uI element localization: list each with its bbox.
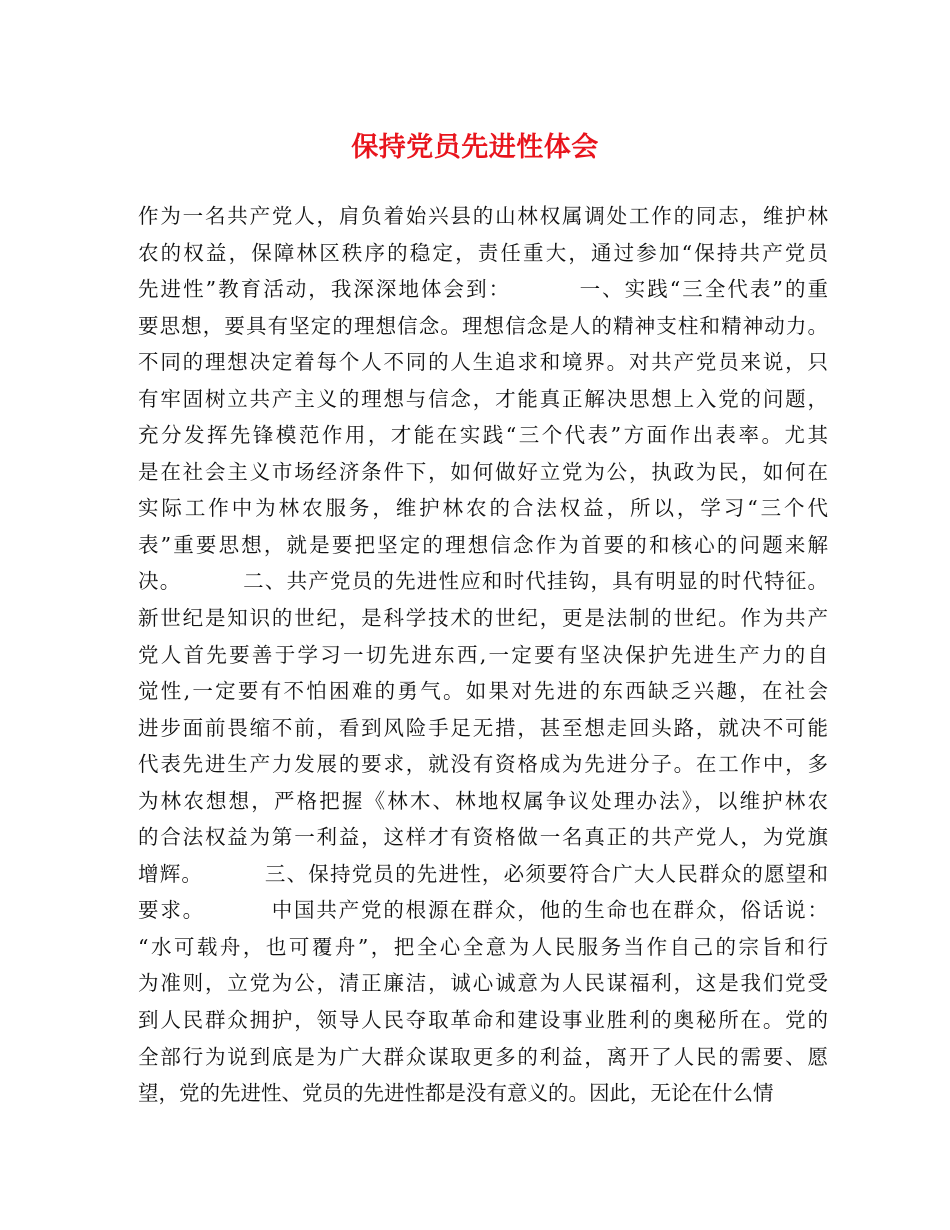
body-line: 先进性”教育活动，我深深地体会到： 一、实践“三全代表”的重	[138, 277, 828, 302]
body-line: 党人首先要善于学习一切先进东西,一定要有坚决保护先进生产力的自	[138, 642, 828, 667]
body-line: 的合法权益为第一利益，这样才有资格做一名真正的共产党人，为党旗	[138, 825, 828, 850]
body-line: 觉性,一定要有不怕困难的勇气。如果对先进的东西缺乏兴趣，在社会	[138, 679, 828, 704]
body-line: 是在社会主义市场经济条件下，如何做好立党为公，执政为民，如何在	[138, 459, 828, 484]
body-line: 要思想，要具有坚定的理想信念。理想信念是人的精神支柱和精神动力。	[138, 313, 828, 338]
body-line: 作为一名共产党人，肩负着始兴县的山林权属调处工作的同志，维护林	[138, 204, 828, 228]
document-body	[138, 198, 828, 1112]
body-line: 充分发挥先锋模范作用，才能在实践“三个代表”方面作出表率。尤其	[138, 423, 828, 448]
body-line: 望，党的先进性、党员的先进性都是没有意义的。因此，无论在什么情	[138, 1081, 774, 1106]
body-line: 不同的理想决定着每个人不同的人生追求和境界。对共产党员来说，只	[138, 350, 828, 375]
body-line: 决。 二、共产党员的先进性应和时代挂钩，具有明显的时代特征。	[138, 569, 828, 594]
body-line: 实际工作中为林农服务，维护林农的合法权益，所以，学习“三个代	[138, 496, 828, 521]
body-line: “水可载舟，也可覆舟”，把全心全意为人民服务当作自己的宗旨和行	[138, 934, 828, 959]
body-line: 全部行为说到底是为广大群众谋取更多的利益，离开了人民的需要、愿	[138, 1044, 828, 1069]
body-line: 农的权益，保障林区秩序的稳定，责任重大，通过参加“保持共产党员	[138, 240, 828, 265]
body-line: 有牢固树立共产主义的理想与信念，才能真正解决思想上入党的问题，	[138, 386, 828, 411]
body-line: 为准则，立党为公，清正廉洁，诚心诚意为人民谋福利，这是我们党受	[138, 971, 828, 996]
body-line: 增辉。 三、保持党员的先进性，必须要符合广大人民群众的愿望和	[138, 861, 828, 886]
body-line: 为林农想想，严格把握《林木、林地权属争议处理办法》，以维护林农	[138, 788, 828, 813]
body-line: 新世纪是知识的世纪，是科学技术的世纪，更是法制的世纪。作为共产	[138, 606, 828, 631]
document-title: 保持党员先进性体会	[351, 132, 599, 163]
body-line: 进步面前畏缩不前，看到风险手足无措，甚至想走回头路，就决不可能	[138, 715, 828, 740]
body-line: 到人民群众拥护，领导人民夺取革命和建设事业胜利的奥秘所在。党的	[138, 1008, 828, 1033]
body-line: 代表先进生产力发展的要求，就没有资格成为先进分子。在工作中，多	[138, 752, 828, 777]
body-line: 要求。 中国共产党的根源在群众，他的生命也在群众，俗话说：	[138, 898, 828, 923]
body-line: 表”重要思想，就是要把坚定的理想信念作为首要的和核心的问题来解	[138, 532, 828, 557]
